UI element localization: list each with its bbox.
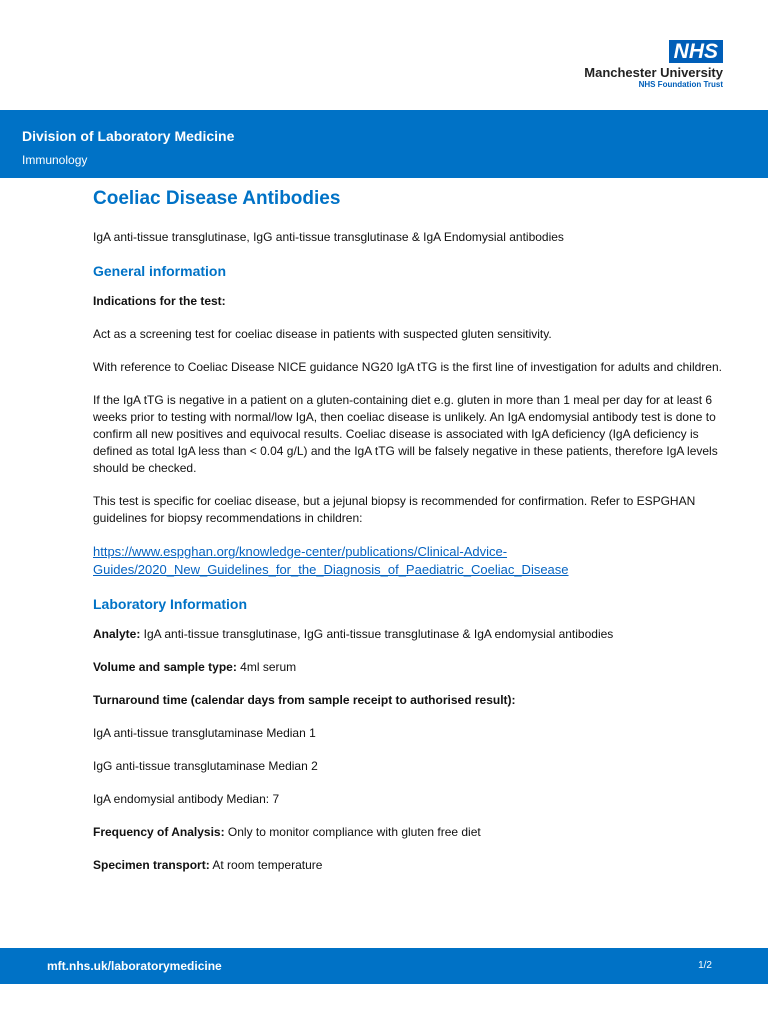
turnaround-iga: IgA anti-tissue transglutaminase Median 1	[93, 726, 316, 740]
footer-band	[0, 948, 768, 984]
doc-subtitle: IgA anti-tissue transglutinase, IgG anti-tissue transglutinase & IgA Endomysial antibodies	[93, 230, 564, 244]
header-band	[0, 110, 768, 178]
frequency-row	[93, 824, 728, 841]
turnaround-endomysial: IgA endomysial antibody Median: 7	[93, 792, 280, 806]
frequency-value: Only to monitor compliance with gluten free diet	[224, 825, 481, 839]
transport-value: At room temperature	[209, 858, 323, 872]
nhs-logo	[523, 40, 723, 90]
analyte-row	[93, 626, 728, 643]
iga-ttg-paragraph: If the IgA tTG is negative in a patient on a gluten-containing diet e.g. gluten in more than 1 meal per day for at least 6 weeks prior to testing with normal/low IgA, then coeliac disease is unlikely. An IgA endomysial antibody test is done to confirm all new positives and equivocal results. Coeliac disease is associated with IgA deficiency (IgA deficiency is defined as total IgA less than < 0.04 g/L) and the IgA tTG will be falsely negative in these patients, therefore IgA levels should be checked.	[93, 393, 718, 475]
general-information-heading: General information	[93, 263, 227, 279]
transport-label: Specimen transport:	[93, 858, 210, 872]
nhs-badge: NHS	[669, 40, 723, 63]
analyte-value: IgA anti-tissue transglutinase, IgG anti-tissue transglutinase & IgA endomysial antibodies	[140, 627, 614, 641]
frequency-label: Frequency of Analysis:	[93, 825, 225, 839]
turnaround-igg: IgG anti-tissue transglutaminase Median 2	[93, 759, 318, 773]
volume-row	[93, 659, 728, 676]
indications-label: Indications for the test:	[93, 294, 226, 308]
org-subtitle: NHS Foundation Trust	[638, 80, 723, 89]
page-title: Coeliac Disease Antibodies	[93, 188, 341, 209]
espghan-link-line-2[interactable]: Guides/2020_New_Guidelines_for_the_Diagnosis_of_Paediatric_Coeliac_Disease	[93, 562, 569, 577]
header-title: Division of Laboratory Medicine	[22, 128, 235, 144]
turnaround-label: Turnaround time (calendar days from sample receipt to authorised result):	[93, 693, 516, 707]
footer-url: mft.nhs.uk/laboratorymedicine	[47, 959, 222, 973]
espghan-link-line-1[interactable]: https://www.espghan.org/knowledge-center/publications/Clinical-Advice-	[93, 544, 508, 559]
page-number: 1/2	[698, 960, 712, 971]
indications-paragraph: Act as a screening test for coeliac disease in patients with suspected gluten sensitivity.	[93, 327, 552, 341]
volume-value: 4ml serum	[236, 660, 297, 674]
espghan-link-block	[93, 543, 728, 579]
laboratory-information-heading: Laboratory Information	[93, 596, 248, 612]
transport-row	[93, 857, 728, 874]
document-body	[93, 186, 728, 890]
analyte-label: Analyte:	[93, 627, 141, 641]
org-name: Manchester University	[584, 65, 723, 80]
header-subtitle: Immunology	[22, 153, 88, 167]
volume-label: Volume and sample type:	[93, 660, 237, 674]
biopsy-paragraph: This test is specific for coeliac disease, but a jejunal biopsy is recommended for confirmation. Refer to ESPGHAN guidelines for biopsy recommendations in children:	[93, 494, 696, 525]
nice-guidance-paragraph: With reference to Coeliac Disease NICE guidance NG20 IgA tTG is the first line of investigation for adults and children.	[93, 360, 722, 374]
